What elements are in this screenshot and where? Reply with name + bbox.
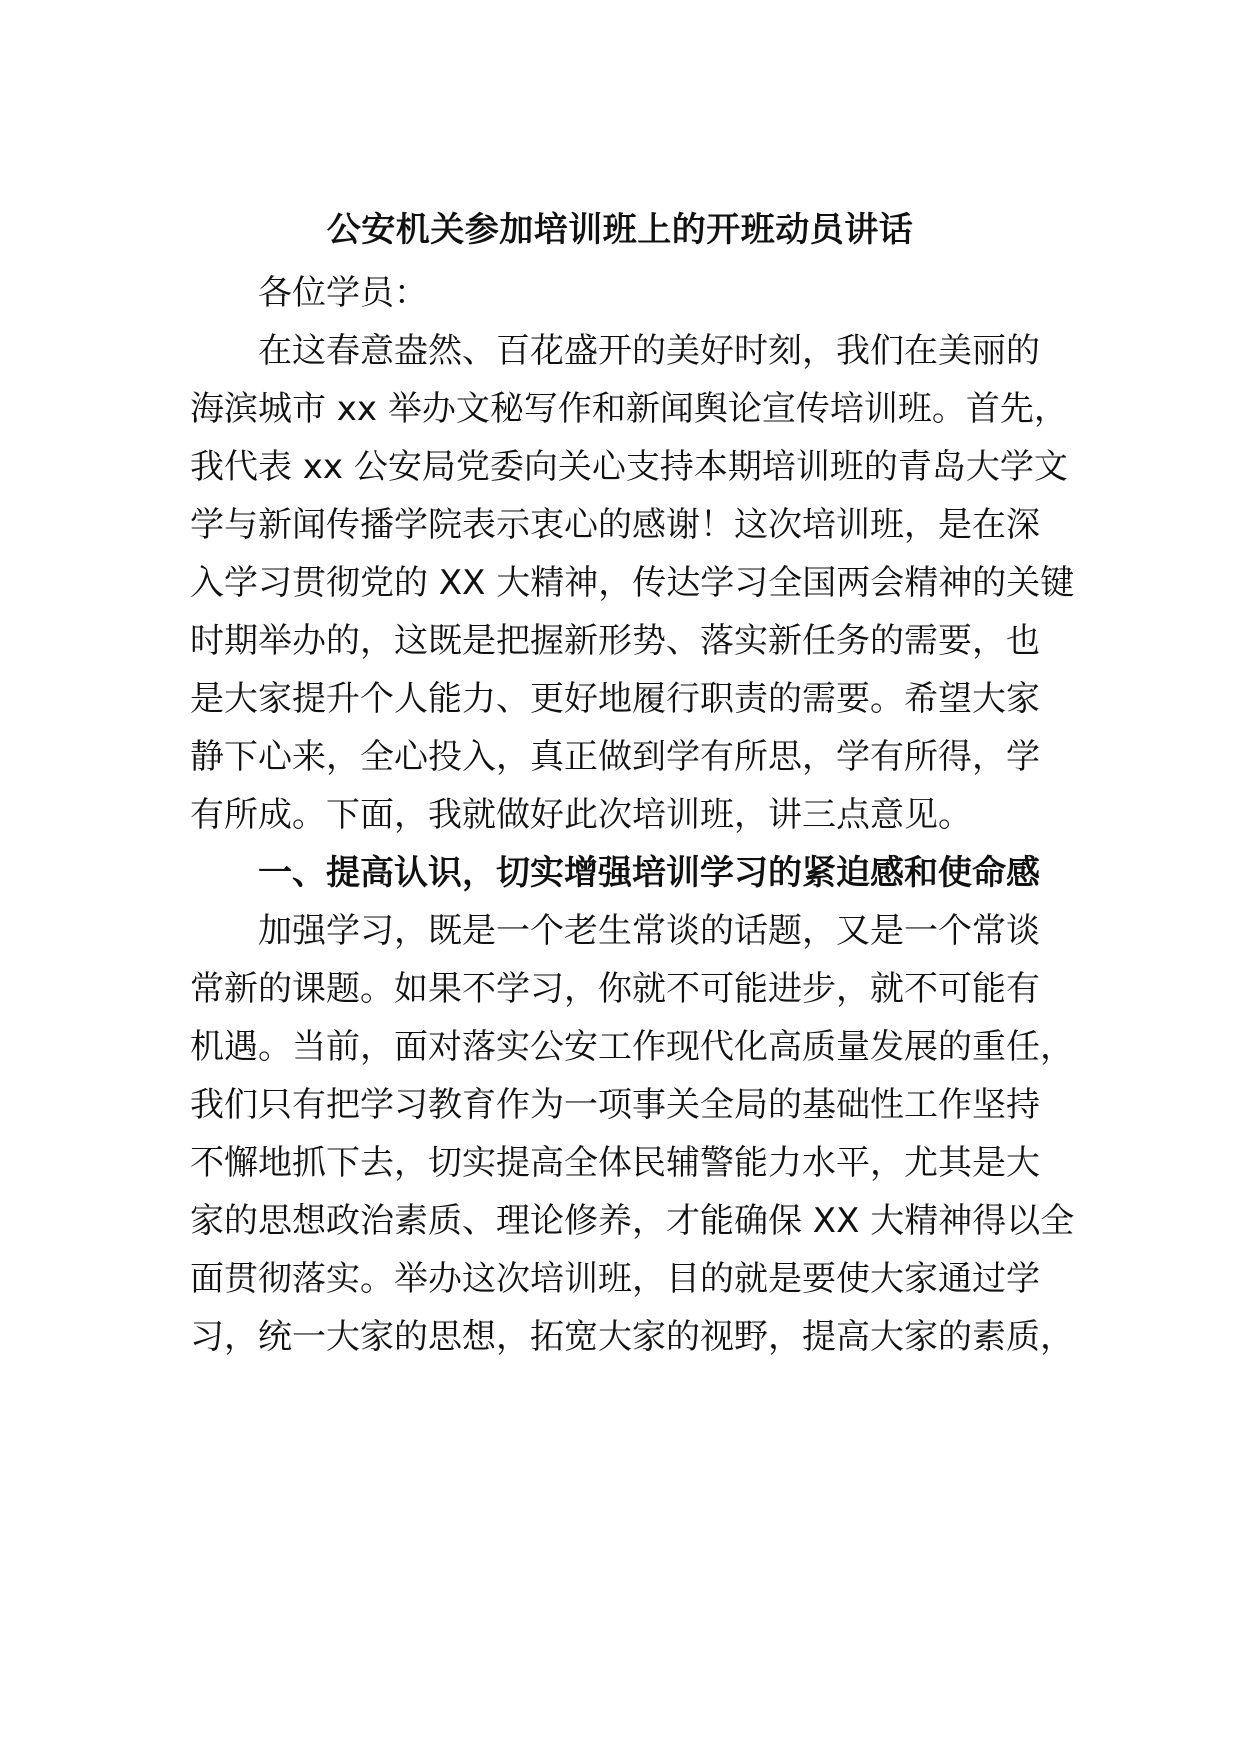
paragraph-line: 在这春意盎然、百花盛开的美好时刻，我们在美丽的: [258, 331, 1040, 371]
paragraph-line: 习，统一大家的思想，拓宽大家的视野，提高大家的素质，: [190, 1317, 1074, 1357]
salutation: 各位学员：: [258, 273, 428, 313]
paragraph-line: 是大家提升个人能力、更好地履行职责的需要。希望大家: [190, 679, 1040, 719]
paragraph-line: 家的思想政治素质、理论修养，才能确保 XX 大精神得以全: [190, 1201, 1075, 1241]
paragraph-line: 机遇。当前，面对落实公安工作现代化高质量发展的重任，: [190, 1027, 1074, 1067]
paragraph-line: 海滨城市 xx 举办文秘写作和新闻舆论宣传培训班。首先，: [190, 389, 1068, 429]
paragraph-line: 入学习贯彻党的 XX 大精神，传达学习全国两会精神的关键: [190, 563, 1075, 603]
paragraph-line: 面贯彻落实。举办这次培训班，目的就是要使大家通过学: [190, 1259, 1040, 1299]
section-heading: 一、提高认识，切实增强培训学习的紧迫感和使命感: [258, 853, 1040, 893]
paragraph-line: 静下心来，全心投入，真正做到学有所思，学有所得，学: [190, 737, 1040, 777]
paragraph-line: 我们只有把学习教育作为一项事关全局的基础性工作坚持: [190, 1085, 1040, 1125]
paragraph-line: 我代表 xx 公安局党委向关心支持本期培训班的青岛大学文: [190, 447, 1068, 487]
paragraph-line: 不懈地抓下去，切实提高全体民辅警能力水平，尤其是大: [190, 1143, 1040, 1183]
page-title: 公安机关参加培训班上的开班动员讲话: [326, 210, 914, 250]
paragraph-line: 常新的课题。如果不学习，你就不可能进步，就不可能有: [190, 969, 1040, 1009]
paragraph-line: 有所成。下面，我就做好此次培训班，讲三点意见。: [190, 795, 972, 835]
paragraph-line: 加强学习，既是一个老生常谈的话题，又是一个常谈: [258, 911, 1040, 951]
paragraph-line: 学与新闻传播学院表示衷心的感谢！这次培训班，是在深: [190, 505, 1040, 545]
paragraph-line: 时期举办的，这既是把握新形势、落实新任务的需要，也: [190, 621, 1040, 661]
